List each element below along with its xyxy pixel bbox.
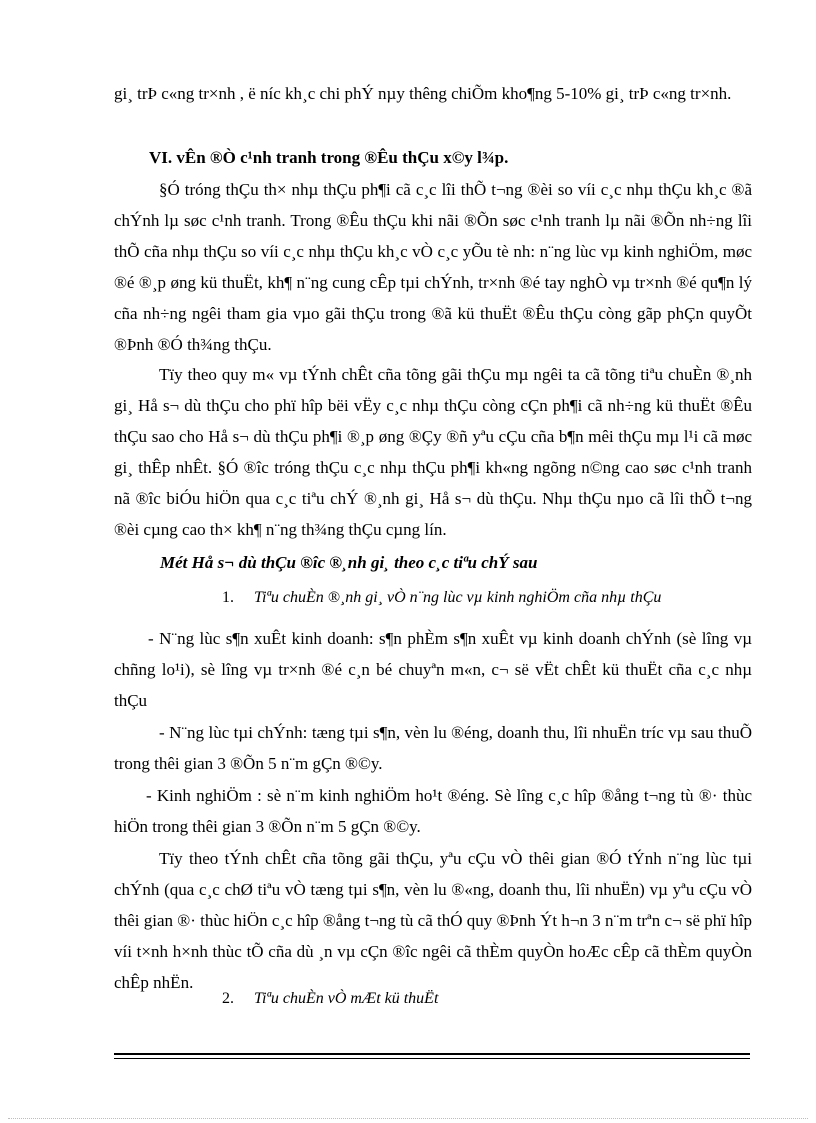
numbered-item-1	[222, 589, 661, 607]
paragraph-criteria-intro: Tïy theo quy m« vµ tÝnh chÊt cña tõng gãi thÇu mµ ngêi ta cã tõng tiªu chuÈn ®¸nh gi¸ Hå s¬ dù thÇu cho phï hîp bëi vËy c¸c nhµ thÇu còng cÇn ph¶i cã nh÷ng kü thuËt ®Êu thÇu sao cho Hå s¬ dù thÇu ph¶i ®¸p øng ®Çy ®ñ yªu cÇu cña b¶n mêi thÇu mµ l¹i cã møc gi¸ thÊp nhÊt. §Ó ®îc tróng thÇu c¸c nhµ thÇu ph¶i kh«ng ngõng n©ng cao søc c¹nh tranh nã ®îc biÓu hiÖn qua c¸c tiªu chÝ ®¸nh gi¸ Hå s¬ dù thÇu. Nhµ thÇu nµo cã lîi thÕ t¬ng ®èi cµng cao th× kh¶ n¨ng th¾ng thÇu cµng lín.	[114, 365, 752, 539]
paragraph-cost-share: gi¸ trÞ c«ng tr×nh , ë níc kh¸c chi phÝ nµy thêng chiÕm kho¶ng 5-10% gi¸ trÞ c«ng tr×nh.	[114, 84, 732, 103]
item-number: 1.	[222, 589, 234, 606]
paragraph-time-requirements: Tïy theo tÝnh chÊt cña tõng gãi thÇu, yªu cÇu vÒ thêi gian ®Ó tÝnh n¨ng lùc tµi chÝnh (qua c¸c chØ tiªu vÒ tæng tµi s¶n, vèn lu ®«ng, doanh thu, lîi nhuËn) vµ yªu cÇu vÒ thêi gian ®· thùc hiÖn c¸c hîp ®ång t¬ng tù cã thÓ quy ®Þnh Ýt h¬n 3 n¨m trªn c¬ së phï hîp víi t×nh h×nh thùc tÕ cña dù ¸n vµ cÇn ®îc ngêi cã thÈm quyÒn hoÆc cÊp cã thÈm quyÒn chÊp nhËn.	[114, 849, 752, 992]
item-title: Tiªu chuÈn ®¸nh gi¸ vÒ n¨ng lùc vµ kinh nghiÖm cña nhµ thÇu	[254, 589, 662, 606]
paragraph-financial-capacity: - N¨ng lùc tµi chÝnh: tæng tµi s¶n, vèn lu ®éng, doanh thu, lîi nhuËn tríc vµ sau thuÕ trong thêi gian 3 ®Õn 5 n¨m gÇn ®©y.	[114, 723, 752, 773]
paragraph-competition: §Ó tróng thÇu th× nhµ thÇu ph¶i cã c¸c lîi thÕ t¬ng ®èi so víi c¸c nhµ thÇu kh¸c ®ã chÝnh lµ søc c¹nh tranh. Trong ®Êu thÇu khi nãi ®Õn søc c¹nh tranh lµ nãi ®Õn nh÷ng lîi thÕ cña nhµ thÇu so víi c¸c nhµ thÇu kh¸c vÒ c¸c yÕu tè nh: n¨ng lùc vµ kinh nghiÖm, møc ®é ®¸p øng kü thuËt, kh¶ n¨ng cung cÊp tµi chÝnh, tr×nh ®é tay nghÒ vµ tr×nh ®é qu¶n lý cña nh÷ng ngêi tham gia vµo gãi thÇu trong ®ã kü thuËt ®Êu thÇu còng gãp phÇn quyÕt ®Þnh ®Ó th¾ng thÇu.	[114, 180, 752, 354]
section-heading-vi: VI. vÊn ®Ò c¹nh tranh trong ®Êu thÇu x©y l¾p.	[149, 148, 509, 167]
footer-rule-top	[114, 1053, 750, 1055]
item-title: Tiªu chuÈn vÒ mÆt kü thuËt	[254, 990, 439, 1007]
subheading-criteria: Mét Hå s¬ dù thÇu ®îc ®¸nh gi¸ theo c¸c tiªu chÝ sau	[160, 553, 538, 572]
page-bottom-edge	[8, 1118, 808, 1119]
paragraph-experience: - Kinh nghiÖm : sè n¨m kinh nghiÖm ho¹t ®éng. Sè lîng c¸c hîp ®ång t¬ng tù ®· thùc hiÖn trong thêi gian 3 ®Õn n¨m 5 gÇn ®©y.	[114, 786, 752, 836]
footer-rule-bottom	[114, 1058, 750, 1059]
numbered-item-2	[222, 990, 438, 1008]
paragraph-production-capacity: - N¨ng lùc s¶n xuÊt kinh doanh: s¶n phÈm s¶n xuÊt vµ kinh doanh chÝnh (sè lîng vµ chñng lo¹i), sè lîng vµ tr×nh ®é c¸n bé chuyªn m«n, c¬ së vËt chÊt kü thuËt cña c¸c nhµ thÇu	[114, 629, 752, 710]
item-number: 2.	[222, 990, 234, 1007]
